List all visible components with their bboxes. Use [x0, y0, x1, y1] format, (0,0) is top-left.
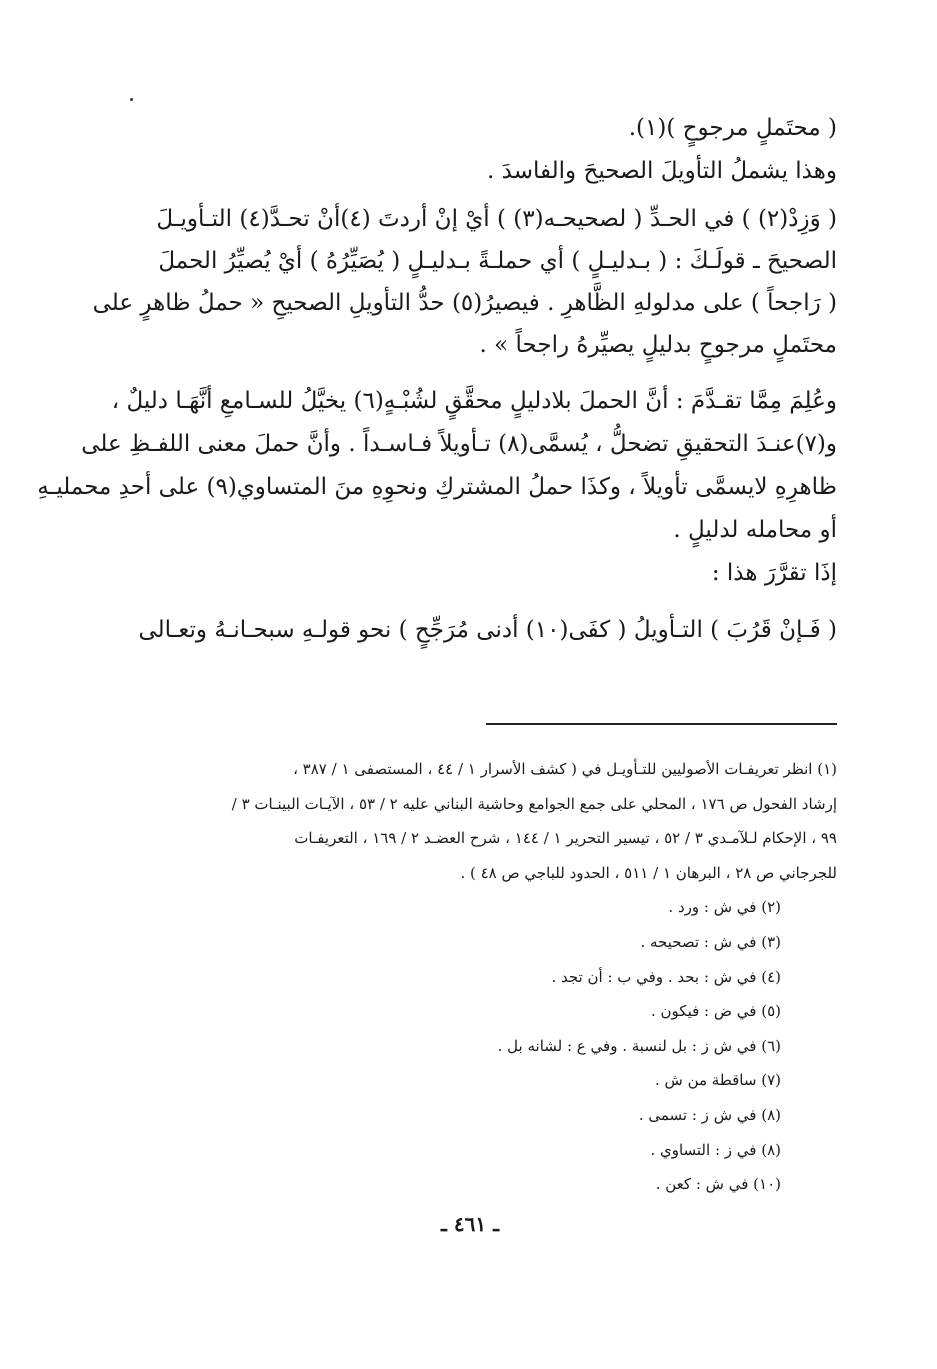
text-line: و(٧)عنـدَ التحقيقِ تضحلُّ ، يُسمَّى(٨) تـأويلاً فـاسـداً . وأنَّ حملَ معنى اللفـظِ على	[81, 431, 837, 457]
ink-dot	[130, 98, 133, 101]
footnote-line: (١٠) في ش : كعن .	[655, 1175, 781, 1194]
text-line: ( فَـإنْ قَرُبَ ) التـأويلُ ( كفَى(١٠) أدنى مُرَجِّحٍ ) نحو قولـهِ سبحـانـهُ وتعـالى	[138, 617, 837, 643]
text-line: أو محامله لدليلٍ .	[673, 517, 837, 543]
footnote-line: للجرجاني ص ٢٨ ، البرهان ١ / ٥١١ ، الحدود للباجي ص ٤٨ ) .	[460, 863, 837, 882]
footnote-line: (٦) في ش ز : بل لنسبة . وفي ع : لشانه بل .	[497, 1036, 781, 1055]
footnote-line: (١) انظر تعريفـات الأصوليين للتـأويـل في ( كشف الأسرار ١ / ٤٤ ، المستصفى ١ / ٣٨٧ ،	[293, 760, 837, 778]
text-line: الصحيحَ ـ قولَـكَ : ( بـدليـلٍ ) أي حملـةً بـدليـلٍ ( يُصَيِّرُهُ ) أيْ يُصيِّرُ الحملَ	[158, 248, 837, 274]
text-line: محتَملٍ مرجوحٍ بدليلٍ يصيِّرهُ راجحاً » .	[479, 332, 837, 358]
footnote-line: (٢) في ش : ورد .	[668, 898, 781, 917]
footnote-divider	[486, 723, 837, 725]
text-line: ظاهرِهِ لايسمَّى تأويلاً ، وكذَا حملُ المشتركِ ونحوِهِ منَ المتساوي(٩) على أحدِ محمليـهِ	[37, 474, 837, 500]
text-line: وعُلِمَ مِمَّا تقـدَّمَ : أنَّ الحملَ بلادليلٍ محقَّقٍ لشُبْـهٍ(٦) يخيَّلُ للسـامعِ أنَّهَـا دليلٌ ،	[111, 388, 837, 414]
text-line: ( محتَملٍ مرجوحٍ )(١).	[628, 115, 837, 141]
footnote-line: (٨) في ز : التساوي .	[650, 1140, 781, 1159]
footnote-line: (٨) في ش ز : تسمى .	[638, 1105, 781, 1124]
footnote-line: ٩٩ ، الإحكام لـلآمـدي ٣ / ٥٢ ، تيسير التحرير ١ / ١٤٤ ، شرح العضـد ٢ / ١٦٩ ، التعريفـات	[294, 829, 837, 848]
footnote-line: (٧) ساقطة من ش .	[654, 1071, 781, 1090]
footnote-line: (٤) في ش : بحد . وفي ب : أن تجد .	[551, 967, 781, 986]
text-line: ( رَاجحاً ) على مدلولهِ الظَّاهرِ . فيصيرُ(٥) حدُّ التأويلِ الصحيحِ « حملُ ظاهرٍ على	[92, 290, 837, 316]
footnotes	[132, 752, 837, 1202]
main-text	[37, 112, 837, 652]
page-number: ـ ٤٦١ ـ	[441, 1212, 499, 1236]
text-line: وهذا يشملُ التأويلَ الصحيحَ والفاسدَ .	[487, 158, 837, 184]
footnote-line: إرشاد الفحول ص ١٧٦ ، المحلي على جمع الجوامع وحاشية البناني عليه ٢ / ٥٣ ، الآيـات البينـات ٣ /	[231, 794, 837, 813]
text-line: إذَا تقرَّرَ هذا :	[711, 560, 837, 586]
footnote-line: (٥) في ض : فيكون .	[651, 1002, 781, 1021]
footnote-line: (٣) في ش : تصحيحه .	[640, 932, 781, 951]
text-line: ( وَزِدْ(٢) ) في الحـدِّ ( لصحيحـه(٣) ) أيْ إنْ أردتَ (٤)أنْ تحـدَّ(٤) التـأويـلَ	[156, 206, 837, 232]
